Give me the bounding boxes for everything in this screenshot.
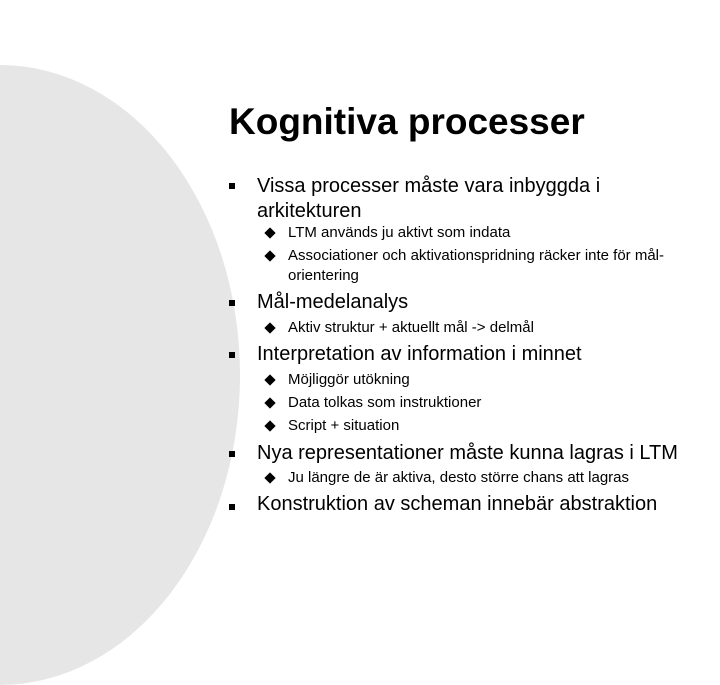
diamond-bullet-icon [264,250,275,261]
diamond-bullet-icon [264,374,275,385]
sub-bullet-point: Ju längre de är aktiva, desto större chans att lagras [288,469,630,486]
bullet-point: Interpretation av information i minnet [257,343,582,365]
diamond-bullet-icon [264,397,275,408]
sub-bullet-point: Aktiv struktur + aktuellt mål -> delmål [288,319,534,336]
square-bullet-icon [229,504,235,510]
sub-bullet-point: Associationer och aktivationspridning räcker inte för mål-orientering [288,247,665,284]
diamond-bullet-icon [264,227,275,238]
diamond-bullet-icon [264,420,275,431]
sub-bullet-point: Script + situation [288,417,400,434]
bullet-point: Nya representationer måste kunna lagras i LTM [257,442,678,464]
bullet-point: Mål-medelanalys [257,291,409,313]
square-bullet-icon [229,183,235,189]
square-bullet-icon [229,352,235,358]
bullet-point: Vissa processer måste vara inbyggda i arkitekturen [257,175,601,222]
diamond-bullet-icon [264,472,275,483]
slide-title: Kognitiva processer [229,101,585,142]
sub-bullet-point: Möjliggör utökning [288,371,410,388]
sub-bullet-point: Data tolkas som instruktioner [288,394,482,411]
square-bullet-icon [229,451,235,457]
square-bullet-icon [229,300,235,306]
diamond-bullet-icon [264,322,275,333]
bullet-point: Konstruktion av scheman innebär abstraktion [257,493,658,515]
sub-bullet-point: LTM används ju aktivt som indata [288,224,511,241]
